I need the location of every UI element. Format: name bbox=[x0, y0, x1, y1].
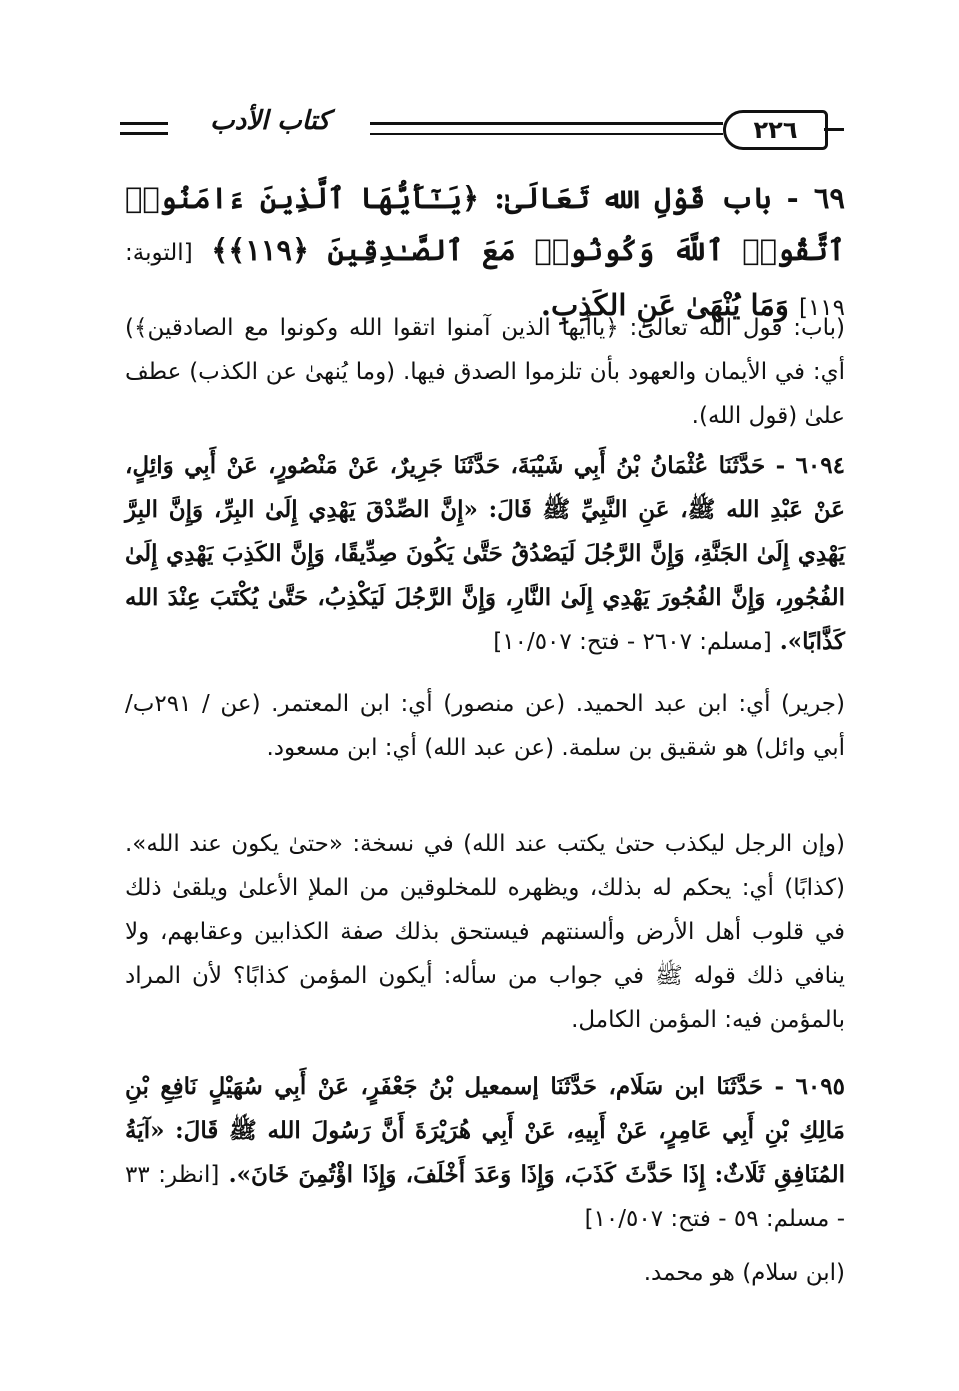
chapter-title: ٦٩ - باب قَوْلِ الله تَعَالَىٰ: ﴿يَـٰٓأَيُّهَا ٱلَّذِينَ ءَامَنُوا۟ ٱتَّقُوا۟ ٱللَّهَ وَكُونُوا۟ مَعَ ٱلصَّـٰدِقِينَ ﴿١١٩﴾﴾ bbox=[125, 181, 845, 267]
commentary-paragraph: (وإن الرجل ليكذب حتىٰ يكتب عند الله) في نسخة: «حتىٰ يكون عند الله». (كذابًا) أي: يحكم له بذلك، ويظهره للمخلوقين من الملإ الأعلىٰ ويلقىٰ ذلك في قلوب أهل الأرض وألسنتهم فيستحق بذلك صفة الكذابين وعقابهم، ولا ينافي ذلك قوله ﷺ في جواب من سأله: أيكون المؤمن كذابًا؟ لأن المراد بالمؤمن فيه: المؤمن الكامل. bbox=[125, 831, 845, 1033]
hadith-text: ٦٠٩٥ - حَدَّثَنَا ابن سَلَام، حَدَّثَنَا إسمعيل بْنُ جَعْفَرٍ، عَنْ أَبِي سُهَيْلٍ نَافِعِ بْنِ مَالِكِ بْنِ أَبِي عَامِرٍ، عَنْ أَبِيهِ، عَنْ أَبِي هُرَيْرَةَ أَنَّ رَسُولَ الله ﷺ قَالَ: «آيَةُ المُنَافِقِ ثَلَاثٌ: إِذَا حَدَّثَ كَذَبَ، وَإِذَا وَعَدَ أَخْلَفَ، وَإِذَا اؤْتُمِنَ خَانَ». bbox=[125, 1073, 845, 1188]
header-rule-left bbox=[120, 122, 168, 125]
header-rule-left-lower bbox=[120, 132, 168, 135]
chapter-tail: وَمَا يُنْهَىٰ عَنِ الكَذِبِ. bbox=[540, 288, 789, 322]
book-title: كتاب الأدب bbox=[210, 106, 330, 136]
commentary-paragraph: (جرير) أي: ابن عبد الحميد. (عن منصور) أي: ابن المعتمر. (عن / ٢٩١ب/ أبي وائل) هو شقيق بن سلمة. (عن عبد الله) أي: ابن مسعود. bbox=[125, 691, 845, 761]
quran-reference: [التوبة: ١١٩] bbox=[125, 240, 845, 321]
hadith-6095 bbox=[125, 1065, 845, 1241]
hadith-source: [مسلم: ٢٦٠٧ - فتح: ١٠/٥٠٧] bbox=[493, 629, 772, 655]
header-rule-right bbox=[824, 128, 844, 131]
page-header bbox=[120, 100, 845, 160]
page-number: ٢٢٦ bbox=[723, 110, 828, 150]
hadith-text: ٦٠٩٤ - حَدَّثَنَا عُثْمَانُ بْنُ أَبِي شَيْبَةَ، حَدَّثَنَا جَرِيرٌ، عَنْ مَنْصُورٍ، عَنْ أَبِي وَائِلٍ، عَنْ عَبْدِ الله ﷺ، عَنِ النَّبِيِّ ﷺ قَالَ: «إِنَّ الصِّدْقَ يَهْدِي إِلَىٰ البِرِّ، وَإِنَّ البِرَّ يَهْدِي إِلَىٰ الجَنَّةِ، وَإِنَّ الرَّجُلَ لَيَصْدُقُ حَتَّىٰ يَكُونَ صِدِّيقًا، وَإِنَّ الكَذِبَ يَهْدِي إِلَىٰ الفُجُورِ، وَإِنَّ الفُجُورَ يَهْدِي إِلَىٰ النَّارِ، وَإِنَّ الرَّجُلَ لَيَكْذِبُ، حَتَّىٰ يُكْتَبَ عِنْدَ الله كَذَّابًا». bbox=[125, 452, 845, 655]
header-rule-middle-lower bbox=[370, 133, 723, 135]
header-rule-middle bbox=[370, 122, 723, 125]
commentary-paragraph: (باب: قول الله تعالىٰ: ﴿ياأيها الذين آمنوا اتقوا الله وكونوا مع الصادقين﴾) أي: في الأيمان والعهود بأن تلزموا الصدق فيها. (وما يُنهىٰ عن الكذب) عطف علىٰ (قول الله). bbox=[125, 315, 845, 429]
hadith-6094 bbox=[125, 444, 845, 664]
commentary-paragraph: (ابن سلام) هو محمد. bbox=[643, 1260, 845, 1286]
hadith-source: [انظر: ٣٣ - مسلم: ٥٩ - فتح: ١٠/٥٠٧] bbox=[125, 1162, 845, 1232]
